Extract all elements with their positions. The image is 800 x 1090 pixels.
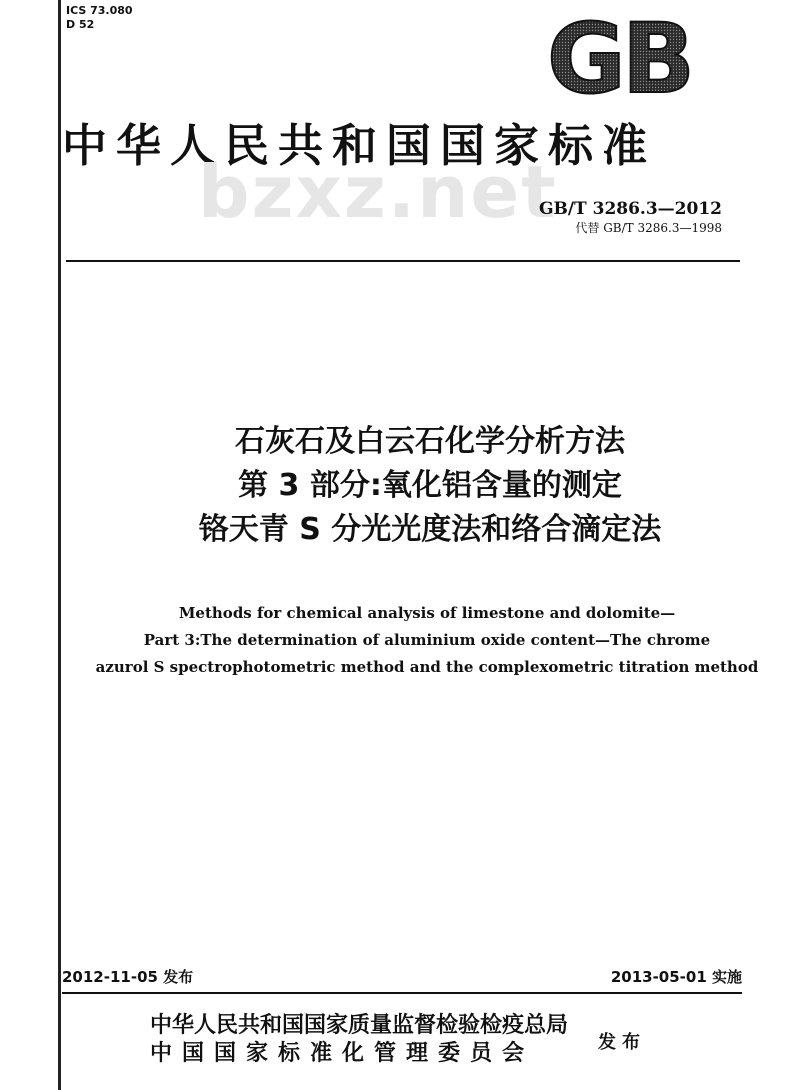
english-title-line-2: Part 3:The determination of aluminium oxide content—The chrome: [143, 631, 711, 649]
implementation-date: 2013-05-01 实施: [610, 968, 742, 986]
issuing-authorities: [150, 1012, 568, 1068]
publish-label: 发布: [598, 1032, 646, 1053]
chinese-title-line-2: 第 3 部分:氧化铝含量的测定: [238, 468, 622, 503]
ccs-code: D 52: [66, 18, 95, 31]
standard-number-block: [539, 198, 722, 236]
issuer-line-1: 中华人民共和国国家质量监督检验检疫总局: [150, 1013, 569, 1038]
issuer-line-2: 中国国家标准化管理委员会: [150, 1041, 535, 1066]
english-title-line-3: azurol S spectrophotometric method and the complexometric titration method: [95, 658, 759, 676]
footer-divider: [62, 992, 742, 994]
chinese-title: [60, 420, 800, 552]
classification-codes: [66, 4, 133, 32]
chinese-title-line-1: 石灰石及白云石化学分析方法: [235, 424, 625, 459]
chinese-title-line-3: 铬天青 S 分光光度法和络合滴定法: [198, 512, 662, 547]
english-title-line-1: Methods for chemical analysis of limestone and dolomite—: [178, 604, 676, 622]
header-divider: [66, 260, 740, 262]
standard-category-title: 中华人民共和国国家标准: [62, 119, 657, 172]
standard-number: GB/T 3286.3—2012: [538, 199, 722, 219]
english-title: [62, 600, 792, 681]
gb-logo-text: GB: [547, 14, 691, 100]
issue-date: 2012-11-05 发布: [62, 968, 194, 986]
replaces-standard: 代替 GB/T 3286.3—1998: [575, 221, 722, 235]
watermark: bzxz.net: [198, 150, 558, 234]
ics-code: ICS 73.080: [66, 4, 133, 17]
gb-logo: [534, 14, 704, 100]
